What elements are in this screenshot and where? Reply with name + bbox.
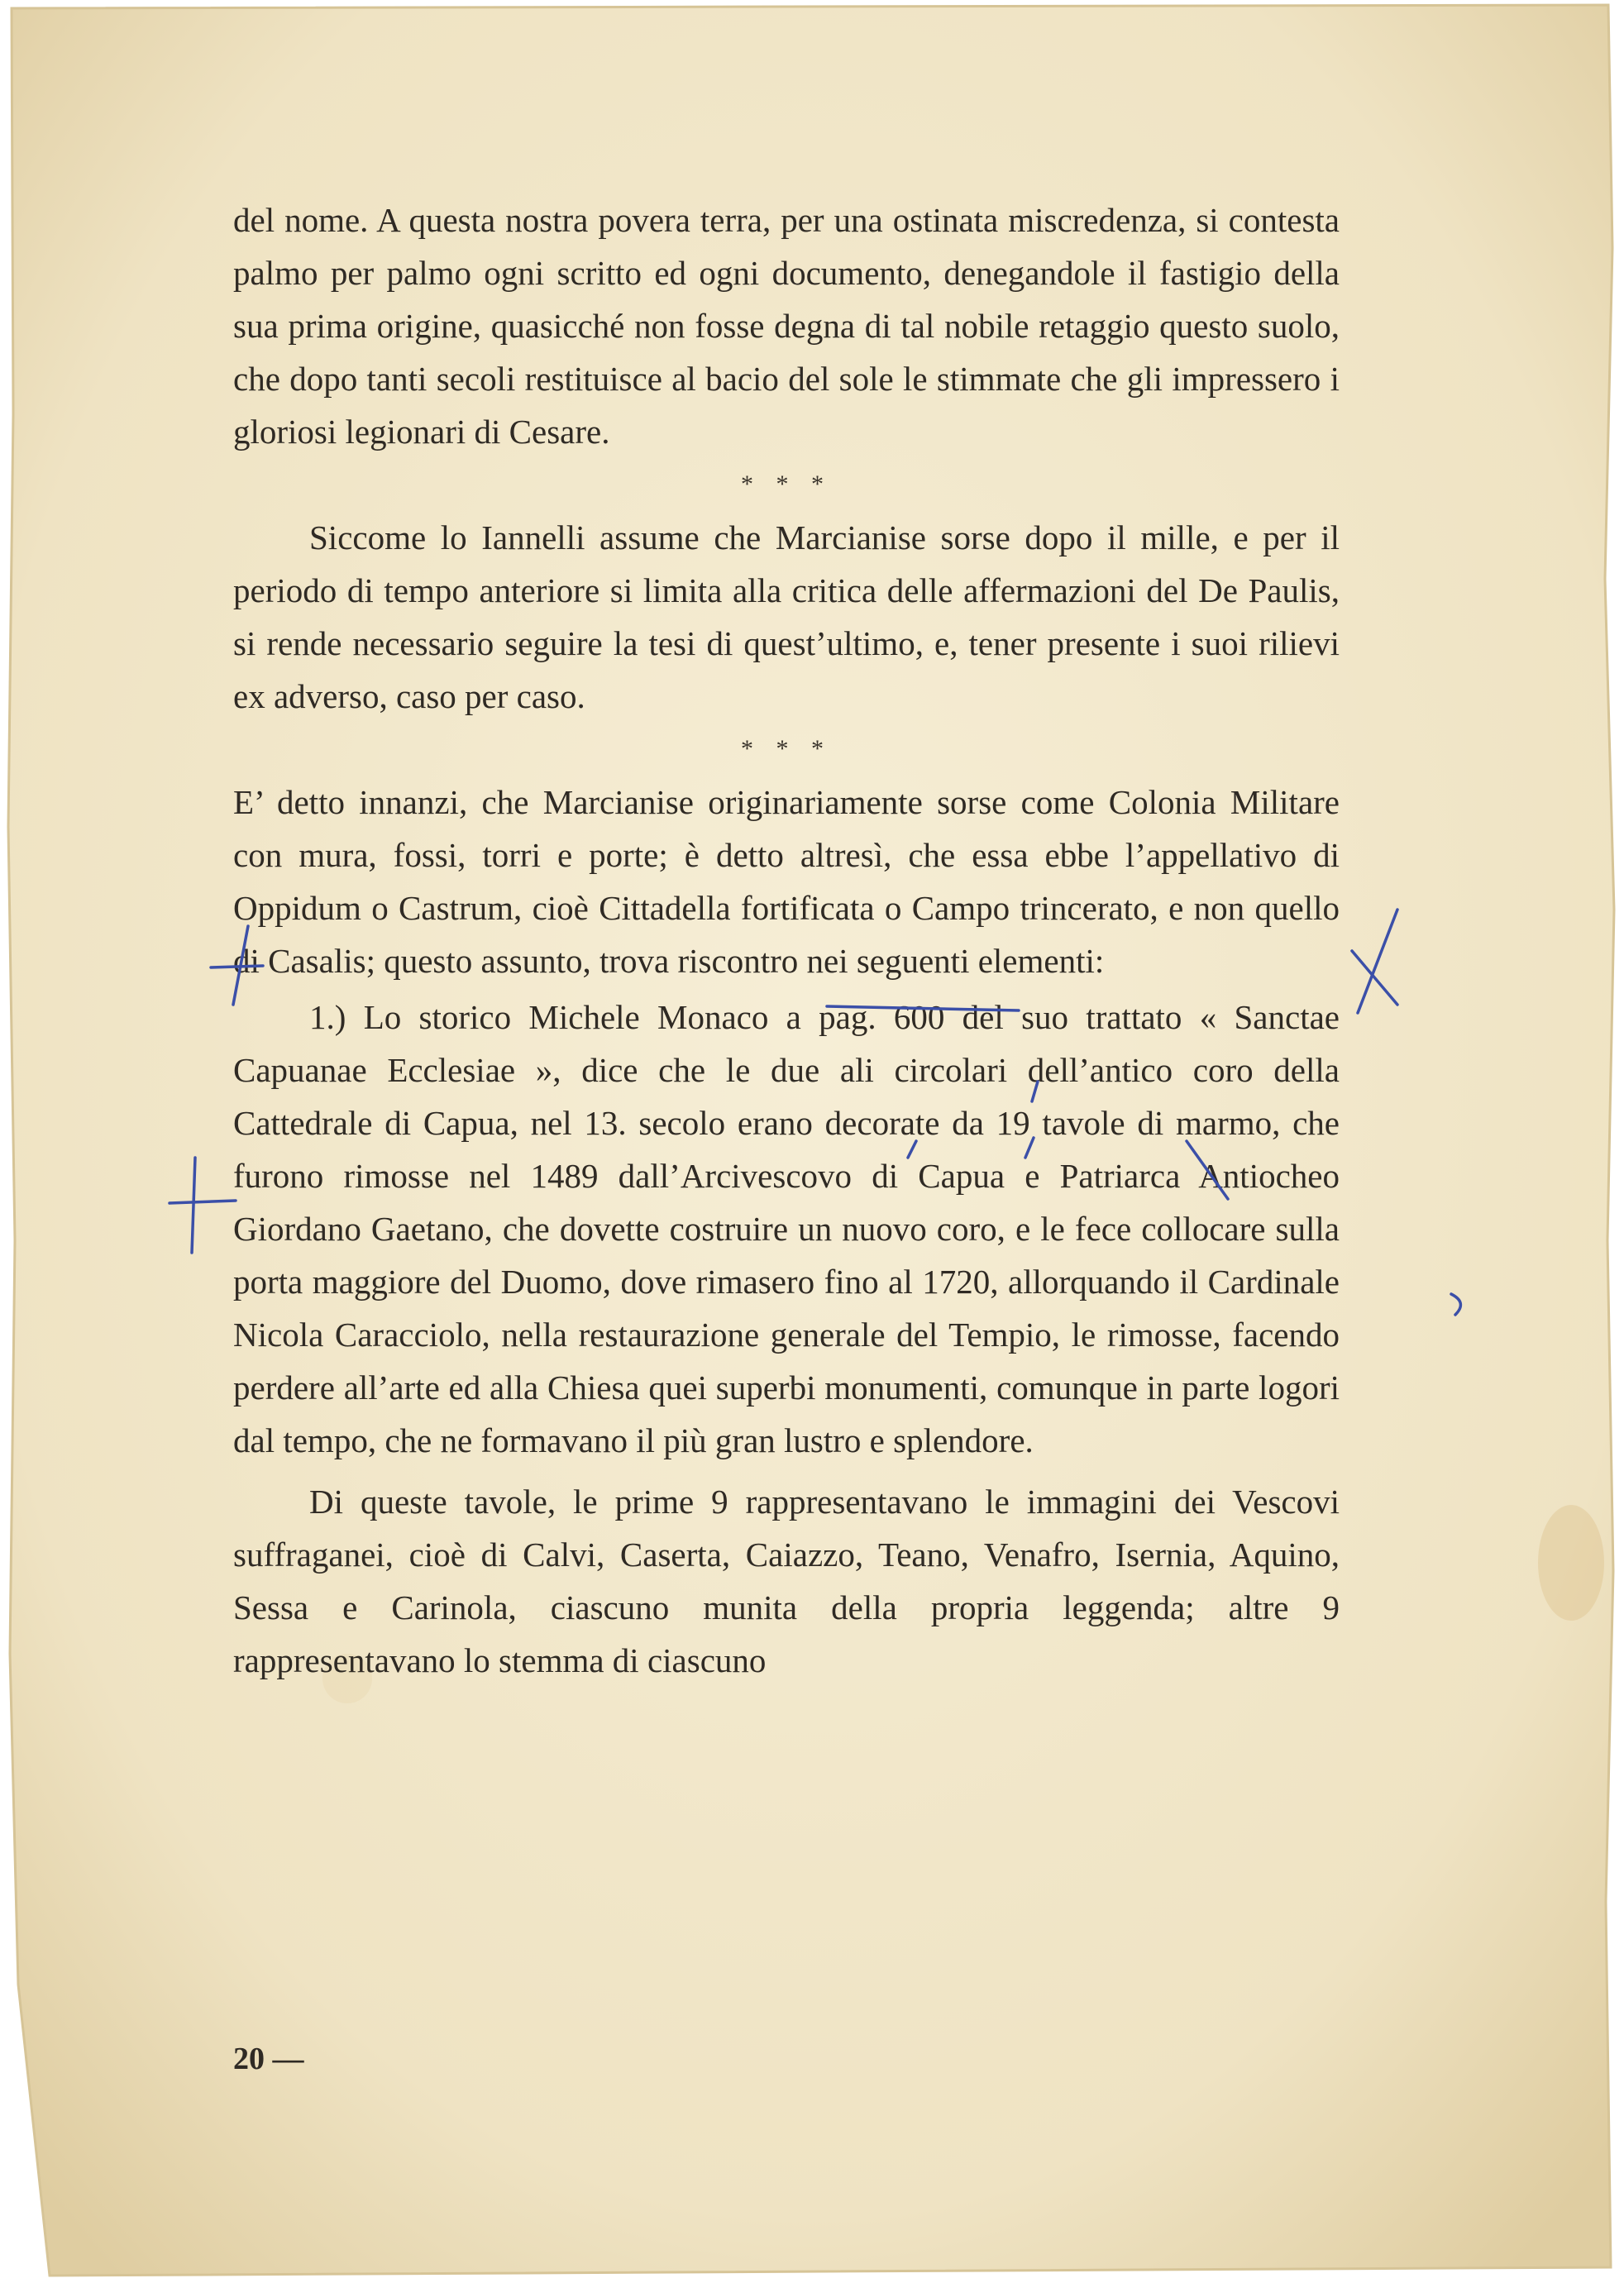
paragraph: Di queste tavole, le prime 9 rappresentavano le immagini dei Vescovi suffraganei, cioè di Calvi, Caserta, Caiazzo, Teano, Venafro, Isernia, Aquino, Sessa e Carinola, ciascuno munita della propria leggenda; altre 9 rappresentavano lo stemma di ciascuno (233, 1483, 1340, 1679)
paragraph: E’ detto innanzi, che Marcianise originariamente sorse come Colonia Militare con mura, fossi, torri e porte; è detto altresì, che essa ebbe l’appellativo di Oppidum o Castrum, cioè Cittadella fortificata o Campo trincerato, e non quello di Casalis; questo assunto, trova riscontro nei seguenti elementi: (233, 783, 1340, 980)
section-separator: * * * (741, 735, 832, 762)
paragraph: 1.) Lo storico Michele Monaco a pag. 600 del suo trattato « Sanctae Capuanae Ecclesiae », dice che le due ali circolari dell’antico coro della Cattedrale di Capua, nel 13. secolo erano decorate da 19 tavole di marmo, che furono rimosse nel 1489 dall’Arcivescovo di Capua e Patriarca Antiocheo Giordano Gaetano, che dovette costruire un nuovo coro, e le fece collocare sulla porta maggiore del Duomo, dove rimasero fino al 1720, allorquando il Cardinale Nicola Caracciolo, nella restaurazione generale del Tempio, le rimosse, facendo perdere all’arte ed alla Chiesa quei superbi monumenti, comunque in parte logori dal tempo, che ne formavano il più gran lustro e splendore. (233, 998, 1340, 1459)
paragraph: del nome. A questa nostra povera terra, per una ostinata miscredenza, si contesta palmo per palmo ogni scritto ed ogni documento, denegandole il fastigio della sua prima origine, quasicché non fosse degna di tal nobile retaggio questo suolo, che dopo tanti secoli restituisce al bacio del sole le stimmate che gli impressero i gloriosi legionari di Cesare. (233, 201, 1340, 451)
page-number: 20 — (233, 2042, 304, 2076)
body-text (233, 193, 1340, 1687)
section-separator: * * * (741, 470, 832, 498)
paragraph: Siccome lo Iannelli assume che Marcianise sorse dopo il mille, e per il periodo di tempo anteriore si limita alla critica delle affermazioni del De Paulis, si rende necessario seguire la tesi di quest’ultimo, e, tener presente i suoi rilievi ex adverso, caso per caso. (233, 518, 1340, 715)
stain (1538, 1505, 1604, 1621)
